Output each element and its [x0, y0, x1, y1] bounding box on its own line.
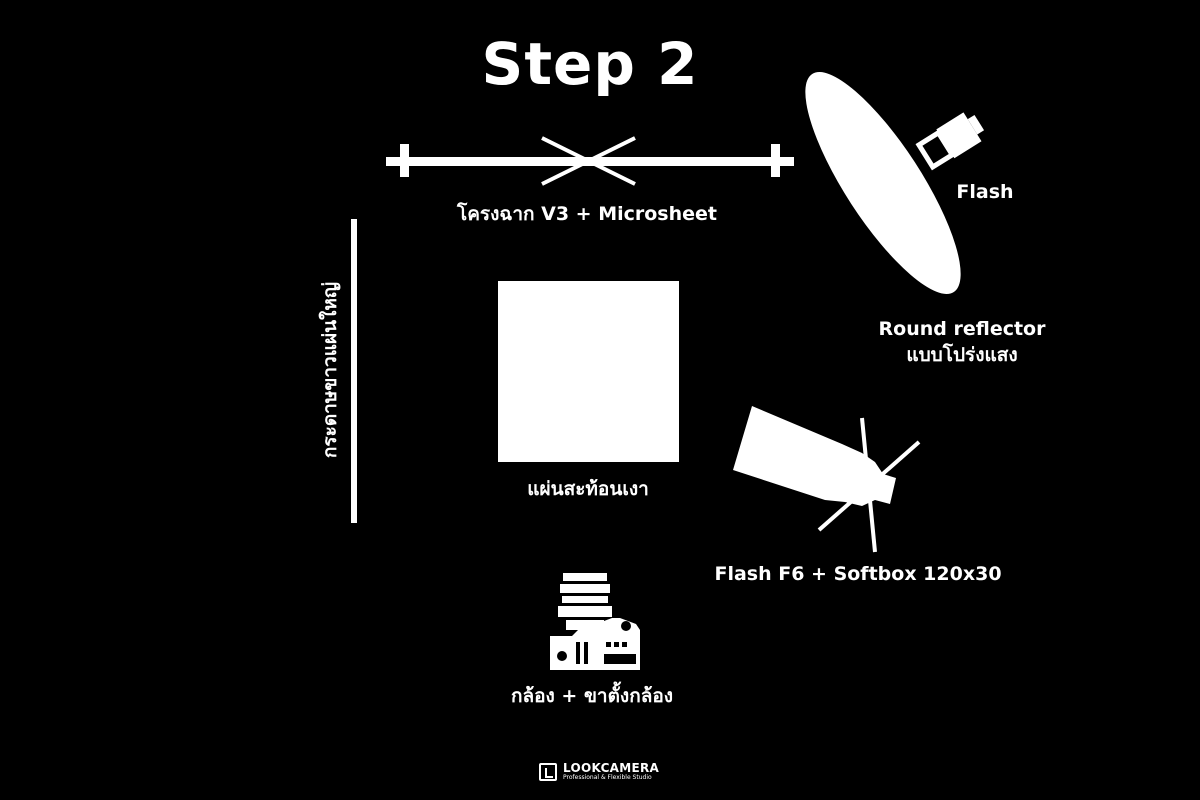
camera-label: กล้อง + ขาตั้งกล้อง — [510, 685, 674, 707]
flash-label: Flash — [956, 181, 1014, 203]
bounce-label: แผ่นสะท้อนเงา — [527, 478, 649, 500]
camera-icon — [546, 568, 642, 672]
softbox-icon — [725, 400, 930, 560]
reflector-label-line1: Round reflector — [878, 318, 1046, 340]
logo-icon — [539, 763, 557, 781]
frame-label: โครงฉาก V3 + Microsheet — [457, 203, 717, 225]
white-paper — [351, 219, 357, 523]
bounce-card — [498, 281, 679, 462]
paper-label: กระดาษขาวแผ่นใหญ่ — [319, 281, 341, 459]
flash-icon — [915, 110, 995, 182]
frame-icon — [380, 130, 800, 190]
reflector-icon — [793, 63, 973, 303]
logo-text — [563, 762, 659, 782]
logo-name: LOOKCAMERA — [563, 761, 660, 775]
reflector-label — [879, 316, 1046, 368]
brand-logo — [539, 762, 659, 782]
logo-tagline: Professional & Flexible Studio — [563, 774, 652, 781]
diagram-title: Step 2 — [481, 30, 699, 98]
reflector-label-line2: แบบโปร่งแสง — [906, 344, 1018, 366]
softbox-label: Flash F6 + Softbox 120x30 — [714, 563, 1002, 585]
